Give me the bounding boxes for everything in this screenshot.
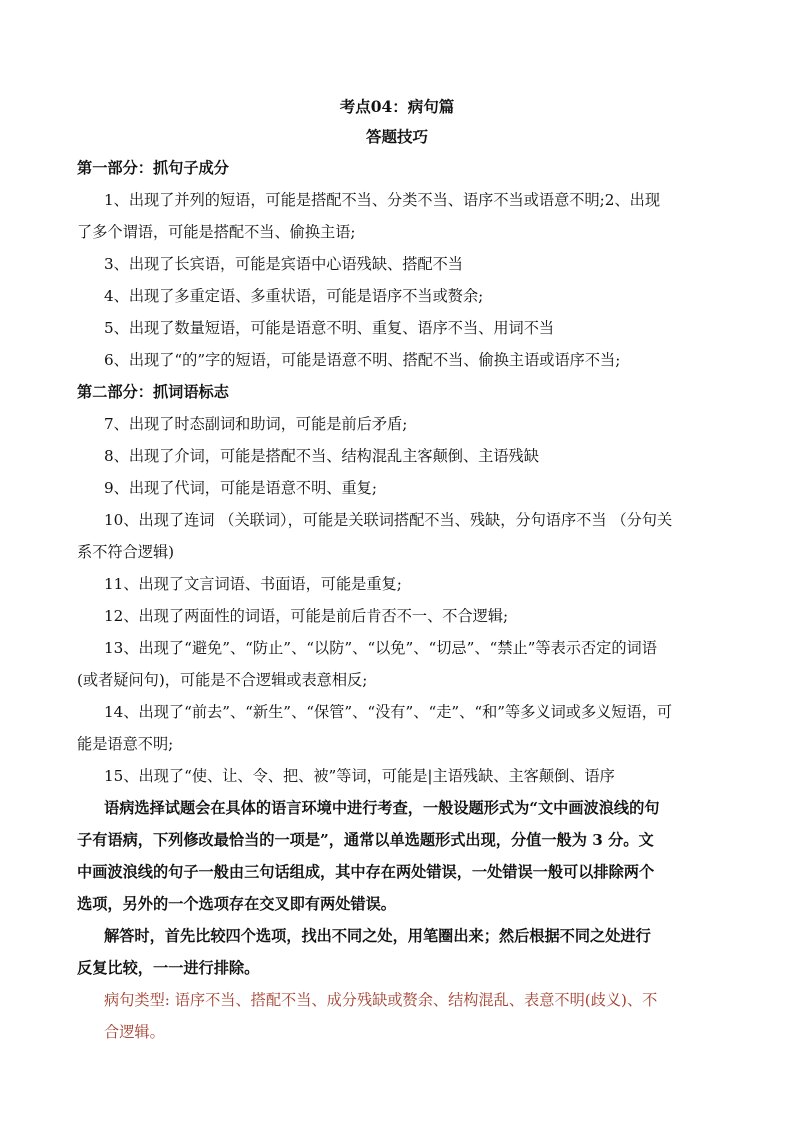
section-heading-part2: 第二部分：抓词语标志 <box>77 383 229 401</box>
list-item: 7、出现了时态副词和助词，可能是前后矛盾; <box>104 415 408 433</box>
note-line: 选项，另外的一个选项存在交叉即有两处错误。 <box>77 895 396 913</box>
page-title: 考点04：病句篇 <box>339 97 455 116</box>
page-subtitle: 答题技巧 <box>365 127 428 146</box>
list-item: 11、出现了文言词语、书面语，可能是重复; <box>104 575 402 593</box>
list-item: 9、出现了代词，可能是语意不明、重复; <box>104 479 377 497</box>
list-item-continuation: 系不符合逻辑) <box>77 543 175 561</box>
list-item-continuation: 能是语意不明; <box>77 735 174 753</box>
part2-list <box>77 408 716 792</box>
note-line: 子有语病，下列修改最恰当的一项是”，通常以单选题形式出现，分值一般为 3 分。文 <box>77 831 654 849</box>
list-item: 8、出现了介词，可能是搭配不当、结构混乱主客颠倒、主语残缺 <box>104 447 539 465</box>
list-item: 6、出现了“的”字的短语，可能是语意不明、搭配不当、偷换主语或语序不当; <box>104 351 621 369</box>
note-line: 中画波浪线的句子一般由三句话组成，其中存在两处错误，一处错误一般可以排除两个 <box>77 863 655 881</box>
list-item-continuation: 了多个谓语，可能是搭配不当、偷换主语; <box>77 223 356 241</box>
sentence-error-types <box>104 984 716 1048</box>
list-item: 3、出现了长宾语，可能是宾语中心语残缺、搭配不当 <box>104 255 463 273</box>
exam-format-note <box>77 792 716 920</box>
answer-method-note <box>77 920 716 984</box>
list-item: 12、出现了两面性的词语，可能是前后肯否不一、不合逻辑; <box>104 607 509 625</box>
note-line: 解答时，首先比较四个选项，找出不同之处，用笔圈出来；然后根据不同之处进行 <box>104 927 651 945</box>
list-item-continuation: (或者疑问句)，可能是不合逻辑或表意相反; <box>77 671 368 689</box>
list-item: 5、出现了数量短语，可能是语意不明、重复、语序不当、用词不当 <box>104 319 555 337</box>
note-line: 反复比较，一一进行排除。 <box>77 959 260 977</box>
part1-list <box>77 184 716 376</box>
note-line: 语病选择试题会在具体的语言环境中进行考查，一般设题形式为“文中画波浪线的句 <box>104 799 660 817</box>
list-item: 4、出现了多重定语、多重状语，可能是语序不当或赘余; <box>104 287 484 305</box>
list-item: 13、出现了“避免”、“防止”、“以防”、“以免”、“切忌”、“禁止”等表示否定的词语 <box>104 639 657 657</box>
list-item: 10、出现了连词 （关联词），可能是关联词搭配不当、残缺，分句语序不当 （分句关 <box>104 511 673 529</box>
list-item: 15、出现了“使、让、令、把、被”等词，可能是|主语残缺、主客颠倒、语序 <box>104 767 615 785</box>
list-item: 14、出现了“前去”、“新生”、“保管”、“没有”、“走”、“和”等多义词或多义短语，可 <box>104 703 673 721</box>
section-heading-part1: 第一部分：抓句子成分 <box>77 159 229 177</box>
error-types-line: 合逻辑。 <box>104 1023 165 1041</box>
list-item: 1、出现了并列的短语，可能是搭配不当、分类不当、语序不当或语意不明;2、出现 <box>104 191 661 209</box>
error-types-line: 病句类型: 语序不当、搭配不当、成分残缺或赘余、结构混乱、表意不明(歧义)、不 <box>104 991 658 1009</box>
